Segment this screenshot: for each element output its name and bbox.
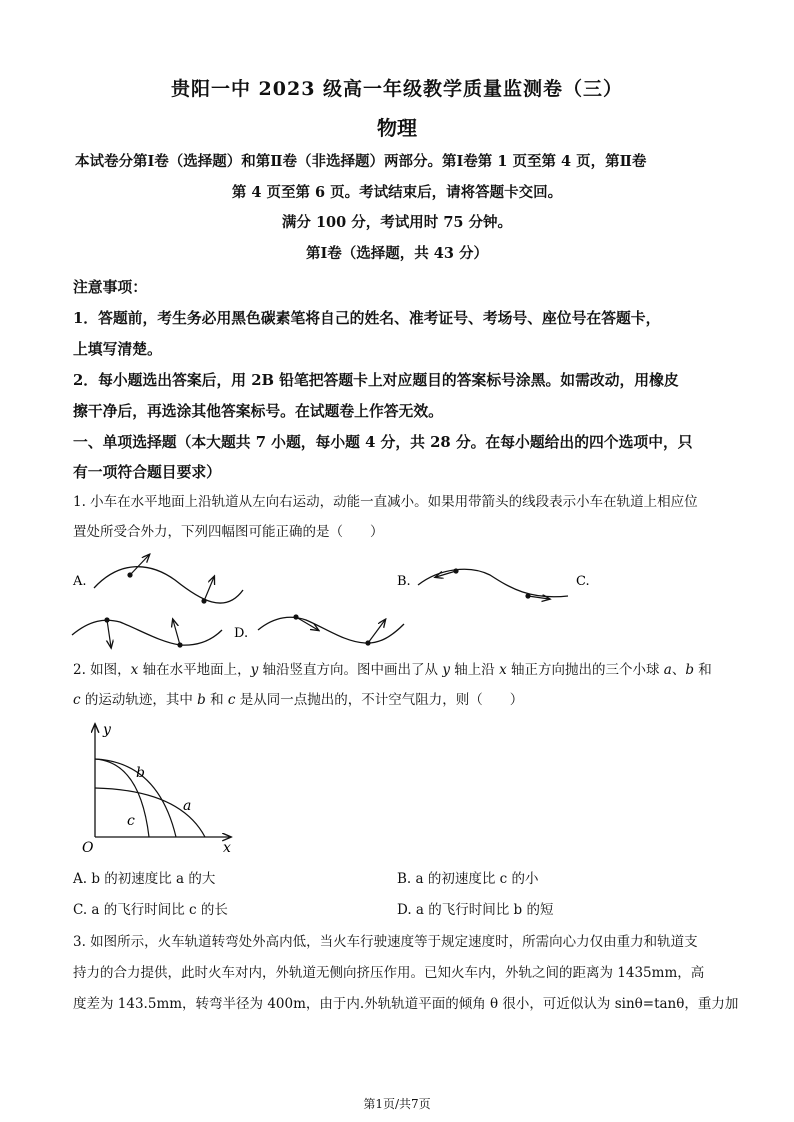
- q2-line2: c 的运动轨迹，其中 b 和 c 是从同一点抛出的，不计空气阻力，则（ ）: [73, 692, 524, 708]
- notes-item2-line2: 擦干净后，再选涂其他答案标号。在试题卷上作答无效。: [73, 403, 443, 420]
- q2-option-d: D. a 的飞行时间比 b 的短: [397, 902, 554, 918]
- force-arrow-a2: [204, 577, 214, 601]
- curve-a-label: a: [183, 798, 192, 814]
- exam-title: 贵阳一中 2023 级高一年级教学质量监测卷（三）: [170, 78, 624, 100]
- q2-option-a: A. b 的初速度比 a 的大: [73, 871, 216, 887]
- q2-option-c: C. a 的飞行时间比 c 的长: [73, 902, 228, 918]
- q2-trajectory-figure: [70, 715, 250, 860]
- axis-y-label: y: [103, 722, 111, 738]
- axis-x-label: x: [223, 840, 231, 856]
- curve-c-label: c: [127, 813, 135, 829]
- exam-subject: 物理: [377, 116, 417, 140]
- intro-line-1: 本试卷分第Ⅰ卷（选择题）和第Ⅱ卷（非选择题）两部分。第Ⅰ卷第 1 页至第 4 页，第Ⅱ卷: [75, 153, 647, 170]
- q1-label-b: B.: [397, 574, 411, 589]
- q2-option-b: B. a 的初速度比 c 的小: [397, 871, 539, 887]
- q2-line1: 2. 如图，x 轴在水平地面上，y 轴沿竖直方向。图中画出了从 y 轴上沿 x 轴正方向抛出的三个小球 a、b 和: [73, 662, 712, 678]
- force-arrow-c2: [173, 620, 180, 645]
- section1-line2: 有一项符合题目要求）: [73, 464, 221, 481]
- notes-item2-line1: 2．每小题选出答案后，用 2B 铅笔把答题卡上对应题目的答案标号涂黑。如需改动，用橡皮: [73, 372, 679, 389]
- q1-figures: [0, 550, 794, 670]
- score-time: 满分 100 分，考试用时 75 分钟。: [281, 214, 513, 231]
- q3-line2: 持力的合力提供，此时火车对内，外轨道无侧向挤压作用。已知火车内，外轨之间的距离为 1435mm，高: [73, 965, 705, 981]
- track-a: [94, 567, 243, 603]
- intro-line-2: 第 4 页至第 6 页。考试结束后，请将答题卡交回。: [231, 184, 563, 201]
- track-c: [72, 620, 222, 645]
- q1-line1: 1. 小车在水平地面上沿轨道从左向右运动，动能一直减小。如果用带箭头的线段表示小车在轨道上相应位: [73, 494, 698, 510]
- notes-heading: 注意事项：: [73, 279, 147, 296]
- q1-line2: 置处所受合外力，下列四幅图可能正确的是（ ）: [73, 524, 384, 540]
- page-number: 第1页/共7页: [363, 1097, 431, 1111]
- part1-heading: 第Ⅰ卷（选择题，共 43 分）: [305, 245, 489, 262]
- q3-line3: 度差为 143.5mm，转弯半径为 400m，由于内.外轨轨道平面的倾角 θ 很小，可近似认为 sinθ=tanθ，重力加: [73, 996, 739, 1012]
- q1-label-c: C.: [576, 574, 590, 589]
- notes-item1-line2: 上填写清楚。: [73, 341, 162, 358]
- track-b: [418, 569, 568, 596]
- section1-line1: 一、单项选择题（本大题共 7 小题，每小题 4 分，共 28 分。在每小题给出的四个选项中，只: [73, 434, 693, 451]
- force-arrow-a1: [130, 555, 149, 575]
- curve-b-label: b: [136, 765, 145, 781]
- origin-label: O: [82, 840, 94, 856]
- q3-line1: 3. 如图所示，火车轨道转弯处外高内低，当火车行驶速度等于规定速度时，所需向心力仅由重力和轨道支: [73, 934, 698, 950]
- force-arrow-c1: [107, 620, 111, 647]
- q1-label-a: A.: [73, 574, 87, 589]
- q1-label-d: D.: [234, 626, 249, 641]
- notes-item1-line1: 1．答题前，考生务必用黑色碳素笔将自己的姓名、准考证号、考场号、座位号在答题卡，: [73, 310, 661, 327]
- track-d: [258, 617, 404, 643]
